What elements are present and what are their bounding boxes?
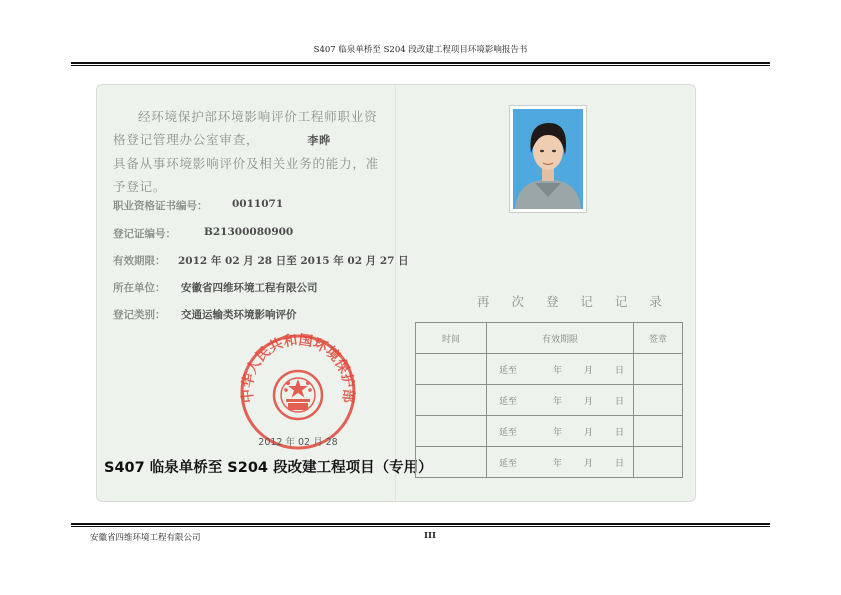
statement-line-1: 经环境保护部环境影响评价工程师职业资 xyxy=(138,109,378,124)
seal-date: 2012 年 02 月 28 xyxy=(258,437,338,448)
cell-signature xyxy=(634,354,683,385)
field-qualification-no xyxy=(113,198,284,213)
field-value: 安徽省四维环境工程有限公司 xyxy=(181,282,318,294)
page-number: III xyxy=(424,531,436,541)
header-time: 时间 xyxy=(416,323,487,354)
cell-validity: 延至 年 月 日 xyxy=(487,416,634,447)
cell-time xyxy=(416,447,487,478)
cell-validity: 延至 年 月 日 xyxy=(487,447,634,478)
certificate-scan xyxy=(96,84,696,502)
header-signature: 签章 xyxy=(634,323,683,354)
id-photo xyxy=(509,105,587,213)
cell-signature xyxy=(634,416,683,447)
field-label: 所在单位： xyxy=(113,282,166,294)
overlay-project-label: S407 临泉单桥至 S204 段改建工程项目（专用） xyxy=(104,460,433,476)
reregistration-table xyxy=(415,322,683,478)
reregistration-title: 再 次 登 记 记 录 xyxy=(477,294,671,309)
certificate-statement xyxy=(113,105,393,198)
cell-validity: 延至 年 月 日 xyxy=(487,354,634,385)
national-emblem-icon xyxy=(274,371,322,419)
certificate-fold xyxy=(395,85,397,501)
header-title: S407 临泉单桥至 S204 段改建工程项目环境影响报告书 xyxy=(313,45,528,55)
field-value: B21300080900 xyxy=(204,226,294,238)
header-validity: 有效期限 xyxy=(487,323,634,354)
cell-time xyxy=(416,385,487,416)
table-row xyxy=(416,447,683,478)
field-label: 登记类别： xyxy=(113,309,166,321)
cell-validity: 延至 年 月 日 xyxy=(487,385,634,416)
field-value: 2012 年 02 月 28 日至 2015 年 02 月 27 日 xyxy=(178,255,409,267)
footer-company: 安徽省四维环境工程有限公司 xyxy=(90,533,201,543)
header-rule xyxy=(71,62,770,64)
statement-line-4: 予登记。 xyxy=(113,179,167,194)
official-seal xyxy=(239,333,357,451)
field-label: 有效期限： xyxy=(113,255,166,267)
field-label: 登记证编号： xyxy=(113,228,176,240)
seal-arc-text: 中华人民共和国环境保护部 xyxy=(239,333,357,404)
holder-name: 李晔 xyxy=(307,134,331,147)
header-rule-thin xyxy=(71,65,770,66)
table-row xyxy=(416,354,683,385)
statement-line-3: 具备从事环境影响评价及相关业务的能力，准 xyxy=(113,156,380,171)
cell-time xyxy=(416,354,487,385)
field-registration-no xyxy=(113,226,294,241)
footer-rule-thin xyxy=(71,526,770,527)
field-employer xyxy=(113,280,318,295)
cell-signature xyxy=(634,385,683,416)
portrait-image xyxy=(513,109,583,209)
cell-time xyxy=(416,416,487,447)
field-value: 交通运输类环境影响评价 xyxy=(181,309,297,321)
table-row xyxy=(416,385,683,416)
table-row xyxy=(416,416,683,447)
cell-signature xyxy=(634,447,683,478)
footer-rule xyxy=(71,523,770,525)
field-value: 0011071 xyxy=(232,198,284,210)
field-validity xyxy=(113,253,409,268)
field-label: 职业资格证书编号： xyxy=(113,200,208,212)
statement-line-2-text: 格登记管理办公室审查， xyxy=(113,132,260,147)
table-header-row xyxy=(416,323,683,354)
statement-line-2 xyxy=(113,128,393,152)
field-category xyxy=(113,307,297,322)
